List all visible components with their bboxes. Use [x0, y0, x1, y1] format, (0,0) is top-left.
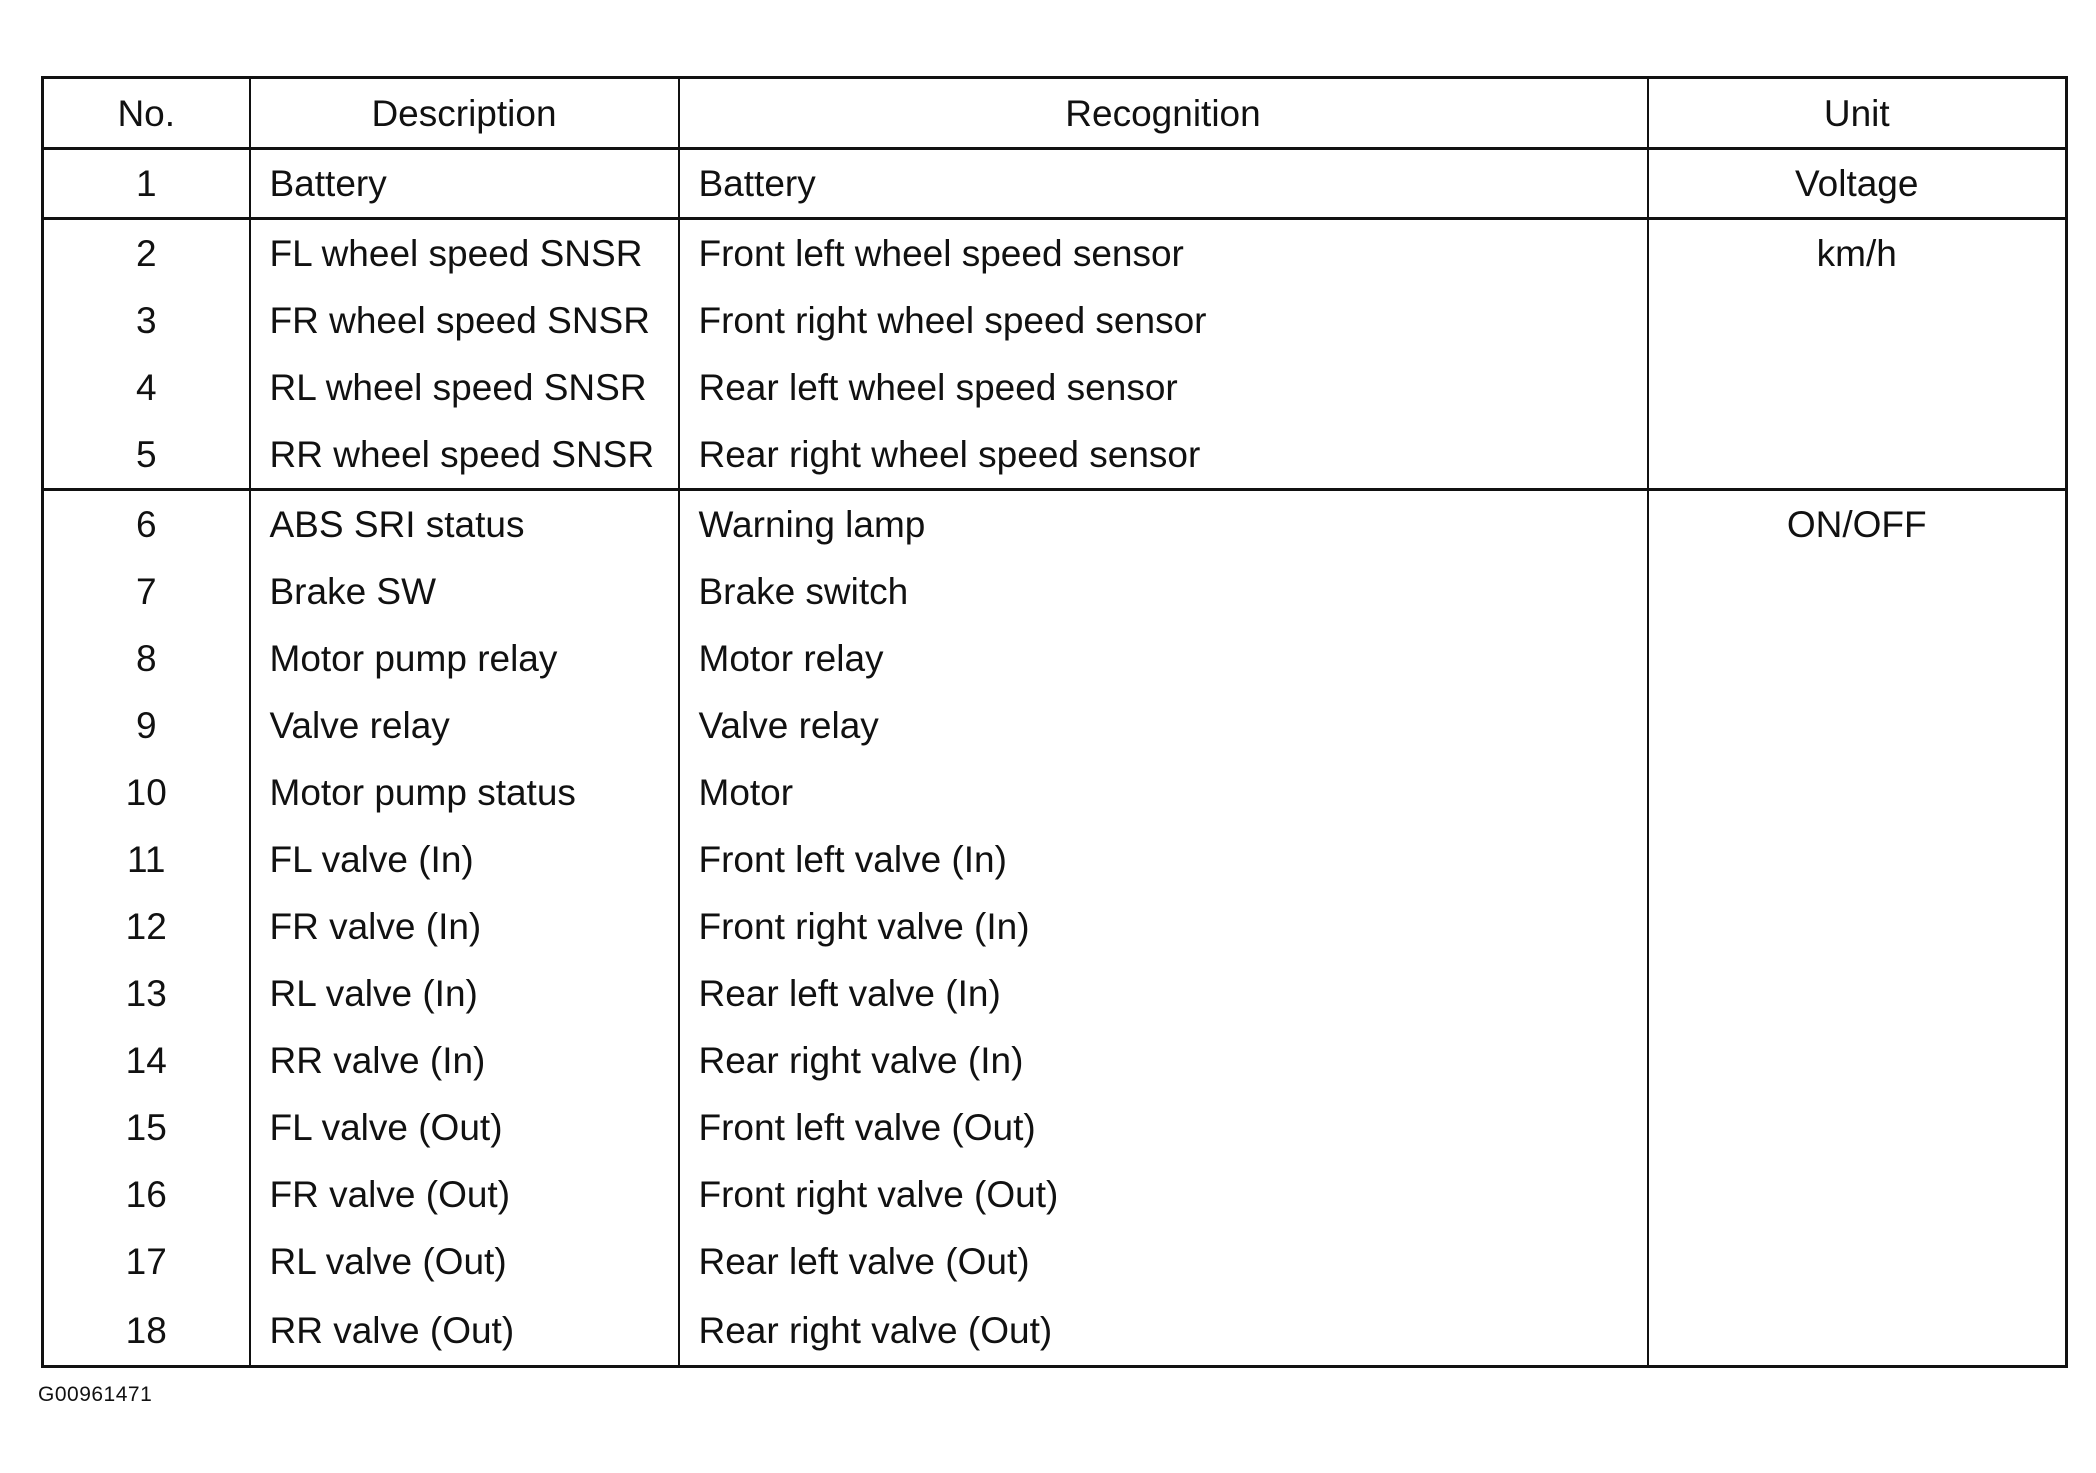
cell-recognition: Valve relay [679, 692, 1648, 759]
cell-unit [1648, 826, 2067, 893]
cell-description: RR wheel speed SNSR [250, 421, 679, 490]
cell-no: 2 [43, 219, 250, 288]
header-unit: Unit [1648, 78, 2067, 149]
cell-unit [1648, 625, 2067, 692]
data-table [41, 76, 2068, 1368]
cell-description: RL wheel speed SNSR [250, 354, 679, 421]
cell-recognition: Front left wheel speed sensor [679, 219, 1648, 288]
cell-recognition: Rear right wheel speed sensor [679, 421, 1648, 490]
cell-recognition: Warning lamp [679, 490, 1648, 559]
cell-description: FR valve (In) [250, 893, 679, 960]
cell-unit: ON/OFF [1648, 490, 2067, 559]
cell-unit [1648, 1228, 2067, 1295]
cell-description: Motor pump status [250, 759, 679, 826]
cell-description: RR valve (Out) [250, 1295, 679, 1367]
cell-recognition: Motor relay [679, 625, 1648, 692]
cell-no: 15 [43, 1094, 250, 1161]
cell-no: 8 [43, 625, 250, 692]
header-recognition: Recognition [679, 78, 1648, 149]
cell-recognition: Front left valve (Out) [679, 1094, 1648, 1161]
cell-description: RR valve (In) [250, 1027, 679, 1094]
table-row [43, 826, 2067, 893]
cell-description: Brake SW [250, 558, 679, 625]
cell-recognition: Rear left wheel speed sensor [679, 354, 1648, 421]
cell-description: RL valve (In) [250, 960, 679, 1027]
table-row [43, 287, 2067, 354]
cell-unit: km/h [1648, 219, 2067, 288]
cell-unit [1648, 421, 2067, 490]
cell-description: FL valve (Out) [250, 1094, 679, 1161]
table-row [43, 960, 2067, 1027]
cell-description: Battery [250, 149, 679, 219]
cell-recognition: Front right wheel speed sensor [679, 287, 1648, 354]
table-row [43, 1228, 2067, 1295]
cell-unit [1648, 1094, 2067, 1161]
header-description: Description [250, 78, 679, 149]
cell-description: Motor pump relay [250, 625, 679, 692]
cell-no: 6 [43, 490, 250, 559]
cell-recognition: Front right valve (In) [679, 893, 1648, 960]
cell-no: 16 [43, 1161, 250, 1228]
cell-recognition: Rear left valve (In) [679, 960, 1648, 1027]
cell-unit [1648, 354, 2067, 421]
table-header [43, 78, 2067, 149]
cell-description: FL valve (In) [250, 826, 679, 893]
table-row [43, 354, 2067, 421]
cell-unit [1648, 1161, 2067, 1228]
table-row [43, 625, 2067, 692]
cell-recognition: Front right valve (Out) [679, 1161, 1648, 1228]
cell-no: 7 [43, 558, 250, 625]
cell-recognition: Motor [679, 759, 1648, 826]
cell-unit [1648, 287, 2067, 354]
cell-unit [1648, 692, 2067, 759]
cell-description: FR valve (Out) [250, 1161, 679, 1228]
table-row [43, 893, 2067, 960]
cell-description: Valve relay [250, 692, 679, 759]
cell-recognition: Front left valve (In) [679, 826, 1648, 893]
cell-no: 13 [43, 960, 250, 1027]
cell-no: 14 [43, 1027, 250, 1094]
cell-recognition: Rear right valve (In) [679, 1027, 1648, 1094]
cell-no: 11 [43, 826, 250, 893]
cell-no: 4 [43, 354, 250, 421]
table-row [43, 490, 2067, 559]
cell-no: 12 [43, 893, 250, 960]
cell-no: 5 [43, 421, 250, 490]
table-row [43, 149, 2067, 219]
table-row [43, 1094, 2067, 1161]
cell-no: 10 [43, 759, 250, 826]
table-row [43, 219, 2067, 288]
table-row [43, 558, 2067, 625]
cell-no: 17 [43, 1228, 250, 1295]
table-row [43, 1161, 2067, 1228]
cell-no: 18 [43, 1295, 250, 1367]
cell-description: RL valve (Out) [250, 1228, 679, 1295]
cell-unit [1648, 1295, 2067, 1367]
cell-unit [1648, 893, 2067, 960]
table-row [43, 421, 2067, 490]
header-no: No. [43, 78, 250, 149]
cell-description: ABS SRI status [250, 490, 679, 559]
cell-recognition: Brake switch [679, 558, 1648, 625]
figure-id: G00961471 [38, 1383, 153, 1406]
cell-recognition: Rear right valve (Out) [679, 1295, 1648, 1367]
header-row [43, 78, 2067, 149]
cell-no: 9 [43, 692, 250, 759]
cell-unit [1648, 558, 2067, 625]
cell-unit [1648, 1027, 2067, 1094]
table-row [43, 692, 2067, 759]
table-row [43, 1027, 2067, 1094]
table-body [43, 149, 2067, 1367]
cell-unit: Voltage [1648, 149, 2067, 219]
cell-recognition: Battery [679, 149, 1648, 219]
cell-recognition: Rear left valve (Out) [679, 1228, 1648, 1295]
table-row [43, 759, 2067, 826]
cell-unit [1648, 759, 2067, 826]
cell-no: 3 [43, 287, 250, 354]
cell-unit [1648, 960, 2067, 1027]
table-row [43, 1295, 2067, 1367]
cell-description: FL wheel speed SNSR [250, 219, 679, 288]
cell-no: 1 [43, 149, 250, 219]
cell-description: FR wheel speed SNSR [250, 287, 679, 354]
